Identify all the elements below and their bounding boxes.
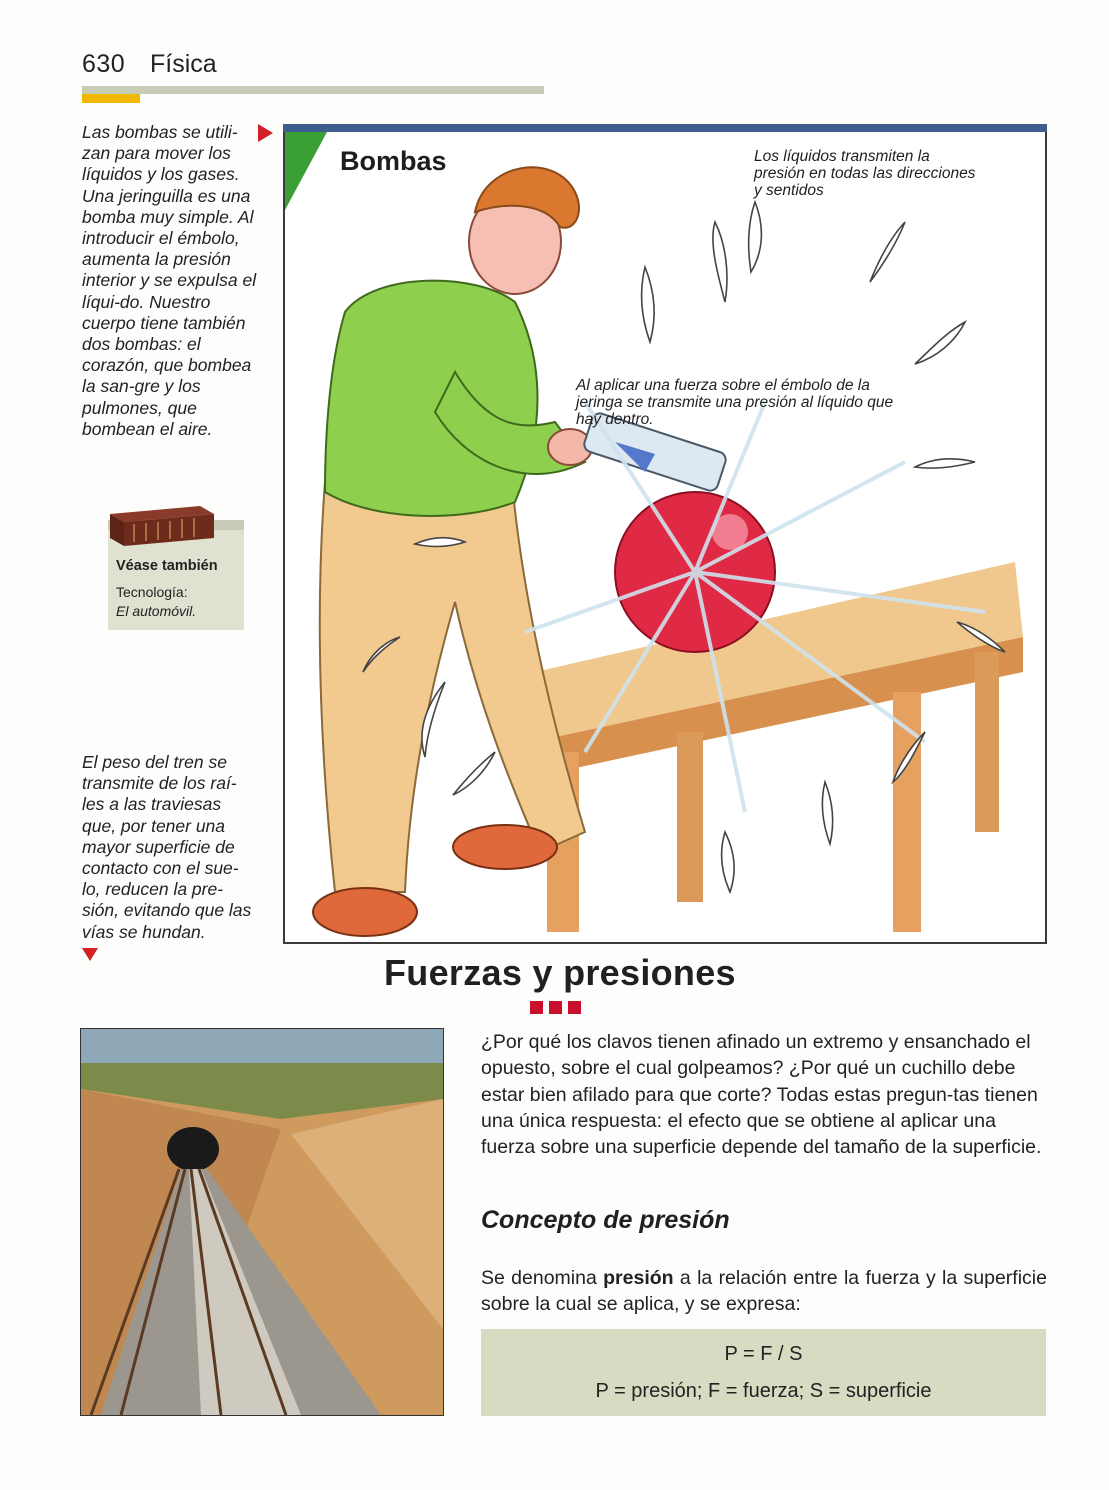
term-presion: presión bbox=[603, 1267, 674, 1289]
railway-tunnel-photo bbox=[80, 1028, 444, 1416]
illustration-top-bar bbox=[283, 124, 1047, 132]
header-accent bbox=[82, 94, 140, 103]
section-header: Física bbox=[150, 50, 217, 78]
formula-equation: P = F / S bbox=[724, 1343, 803, 1365]
side-note-train: El peso del tren se transmite de los raí-les a las traviesas que, por tener una mayor superficie de contacto con el sue-lo, reducen la pre-sión, evitando que las vías se hundan. bbox=[82, 752, 252, 942]
title-bullet bbox=[568, 1001, 581, 1014]
page-number: 630 bbox=[82, 50, 126, 78]
pressure-definition: Se denomina presión a la relación entre la fuerza y la superficie sobre la cual se aplica, y se expresa: bbox=[481, 1267, 1047, 1316]
syringe-illustration bbox=[285, 132, 1043, 938]
see-also-link[interactable]: El automóvil. bbox=[116, 603, 197, 619]
see-also-topic: Tecnología: bbox=[116, 584, 188, 600]
book-icon bbox=[104, 500, 220, 552]
section-title: Fuerzas y presiones bbox=[384, 952, 736, 993]
formula-legend: P = presión; F = fuerza; S = superficie bbox=[595, 1380, 932, 1402]
illustration-title: Bombas bbox=[340, 146, 447, 176]
title-bullet bbox=[530, 1001, 543, 1014]
title-bullet bbox=[549, 1001, 562, 1014]
subsection-title: Concepto de presión bbox=[481, 1206, 730, 1234]
side-note-pumps: Las bombas se utili-zan para mover los líquidos y los gases. Una jeringuilla es una bomba muy simple. Al introducir el émbolo, aumenta la presión interior y se expulsa el líqui-do. Nuestro cuerpo tiene también dos bombas: el corazón, que bombea la san-gre y los pulmones, que bombean el aire. bbox=[82, 122, 257, 439]
intro-paragraph: ¿Por qué los clavos tienen afinado un extremo y ensanchado el opuesto, sobre el cual golpeamos? ¿Por qué un cuchillo debe estar bien afilado para que corte? Todas estas pregun-tas tienen una única respuesta: el efecto que se obtiene al aplicar una fuerza sobre una superficie depende del tamaño de la superficie. bbox=[481, 1031, 1042, 1159]
arrow-right-icon bbox=[258, 124, 273, 142]
caption-pressure-directions: Los líquidos transmiten la presión en todas las direcciones y sentidos bbox=[754, 148, 976, 199]
arrow-down-icon bbox=[82, 948, 98, 961]
caption-syringe-force: Al aplicar una fuerza sobre el émbolo de la jeringa se transmite una presión al líquido que hay dentro. bbox=[576, 377, 894, 428]
see-also-title: Véase también bbox=[116, 558, 218, 574]
header-rule bbox=[82, 86, 544, 94]
